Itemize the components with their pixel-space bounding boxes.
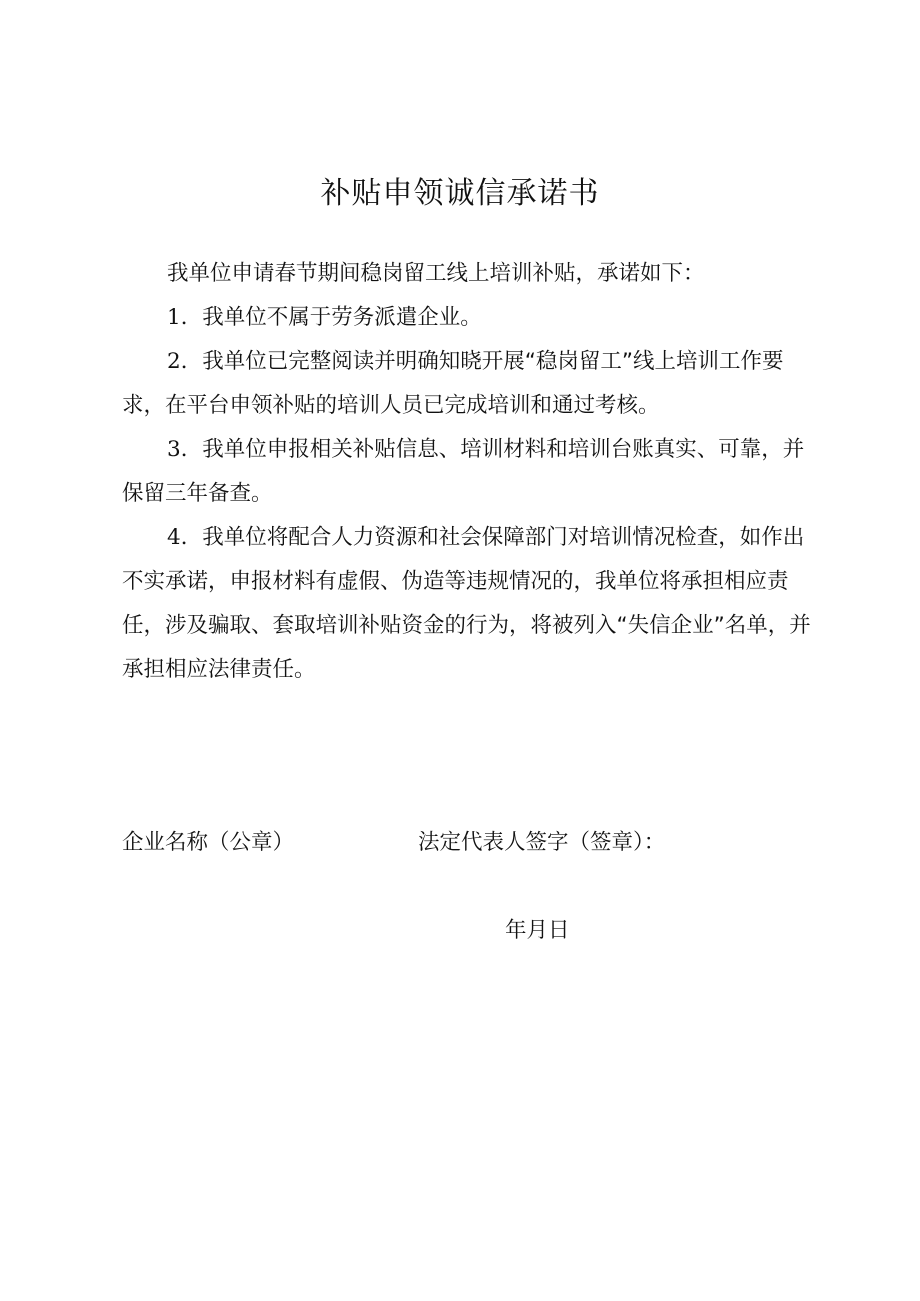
commitment-item-3 <box>122 428 812 516</box>
item-number: 3 <box>167 437 181 462</box>
item-text: ．我单位将配合人力资源和社会保障部门对培训情况检查，如作出不实承诺，申报材料有虚假、伪造等违规情况的，我单位将承担相应责任，涉及骗取、套取培训补贴资金的行为，将被列入“失信企业”名单，并承担相应法律责任。 <box>122 525 811 682</box>
item-text: ．我单位不属于劳务派遣企业。 <box>180 305 482 330</box>
document-title: 补贴申领诚信承诺书 <box>320 176 600 211</box>
item-number: 2 <box>167 349 181 374</box>
commitment-item-4 <box>122 516 812 692</box>
item-text: ．我单位申报相关补贴信息、培训材料和培训台账真实、可靠，并保留三年备查。 <box>122 437 805 506</box>
intro-paragraph: 我单位申请春节期间稳岗留工线上培训补贴，承诺如下： <box>167 261 705 286</box>
commitment-item-2 <box>122 340 812 428</box>
company-seal-label: 企业名称（公章） <box>122 830 295 855</box>
item-text: ．我单位已完整阅读并明确知晓开展“稳岗留工”线上培训工作要求，在平台申领补贴的培训人员已完成培训和通过考核。 <box>122 349 784 418</box>
document-body <box>122 252 812 692</box>
item-number: 1 <box>167 305 181 330</box>
item-number: 4 <box>167 525 181 550</box>
legal-rep-signature-label: 法定代表人签字（签章）： <box>418 830 666 855</box>
commitment-item-1 <box>122 296 812 340</box>
date-label: 年月日 <box>505 918 570 943</box>
